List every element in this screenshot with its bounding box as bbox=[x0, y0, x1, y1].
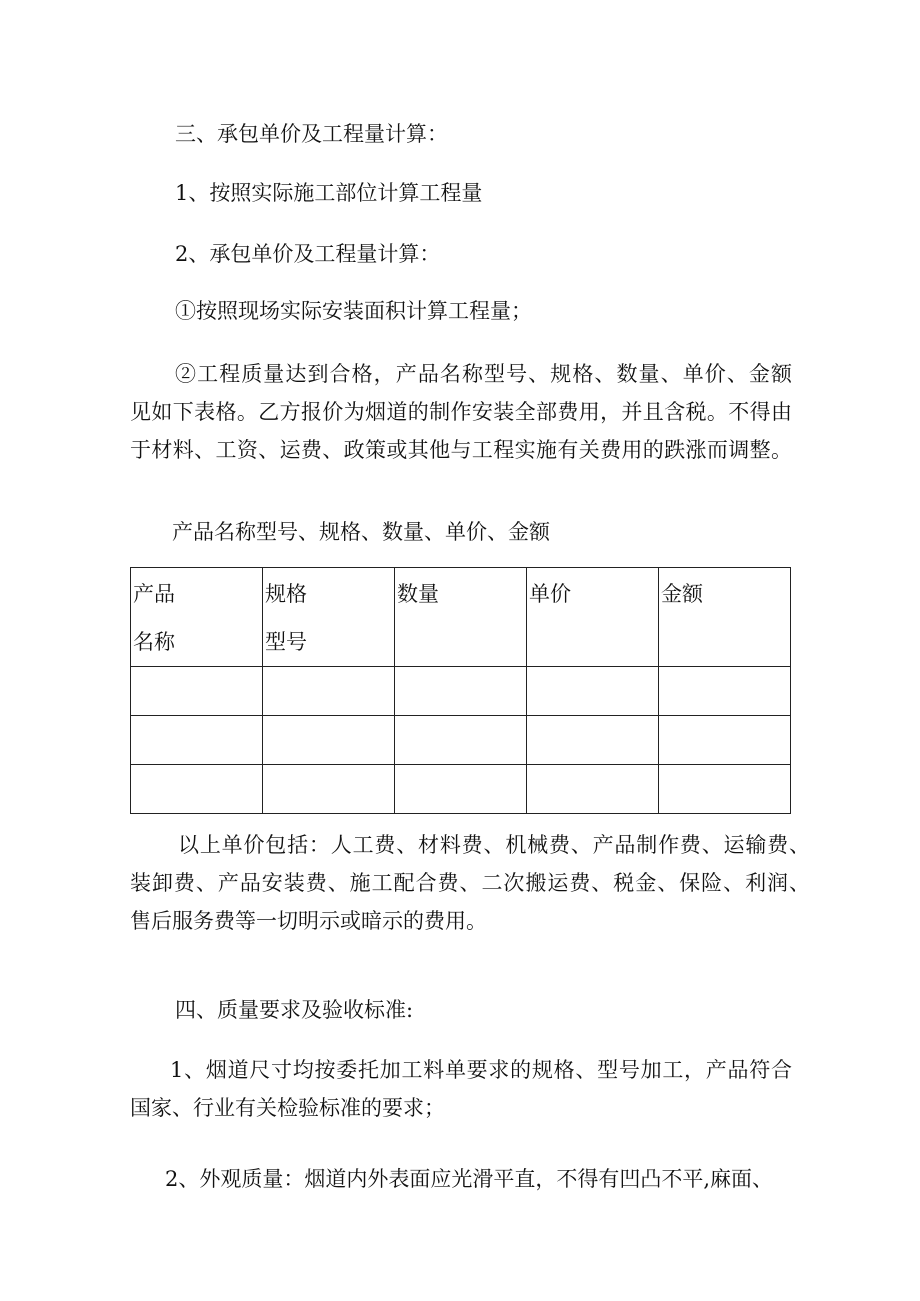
table-cell bbox=[395, 667, 527, 716]
paragraph-line: 见如下表格。乙方报价为烟道的制作安装全部费用，并且含税。不得由 bbox=[130, 400, 792, 424]
table-row bbox=[131, 765, 791, 814]
header-unit-price bbox=[527, 568, 659, 667]
section3-item-1: 1、按照实际施工部位计算工程量 bbox=[175, 181, 483, 205]
paragraph-line: 1、烟道尺寸均按委托加工料单要求的规格、型号加工，产品符合 bbox=[170, 1058, 792, 1082]
header-line: 金额 bbox=[661, 582, 703, 606]
section3-item-circle-2 bbox=[130, 355, 792, 469]
header-line: 产品 bbox=[133, 582, 175, 606]
table-cell bbox=[263, 765, 395, 814]
section4-heading: 四、质量要求及验收标准: bbox=[175, 998, 414, 1022]
section3-item-circle-1: ①按照现场实际安装面积计算工程量； bbox=[175, 299, 532, 323]
paragraph-line: 以上单价包括：人工费、材料费、机械费、产品制作费、运输费、 bbox=[178, 833, 810, 857]
paragraph-line: 装卸费、产品安装费、施工配合费、二次搬运费、税金、保险、利润、 bbox=[130, 871, 810, 895]
table-cell bbox=[131, 667, 263, 716]
table-row bbox=[131, 716, 791, 765]
paragraph-line: ②工程质量达到合格，产品名称型号、规格、数量、单价、金额 bbox=[175, 362, 792, 386]
section4-item-2: 2、外观质量：烟道内外表面应光滑平直，不得有凹凸不平,麻面、 bbox=[165, 1167, 774, 1191]
price-includes-paragraph bbox=[130, 826, 810, 940]
table-cell bbox=[131, 716, 263, 765]
table-cell bbox=[659, 765, 791, 814]
header-line: 规格 bbox=[265, 582, 307, 606]
table-cell bbox=[527, 765, 659, 814]
section4-item-1 bbox=[130, 1051, 792, 1127]
table-cell bbox=[659, 667, 791, 716]
table-cell bbox=[659, 716, 791, 765]
table-cell bbox=[527, 667, 659, 716]
product-spec-table bbox=[130, 567, 791, 814]
header-line: 名称 bbox=[133, 630, 175, 654]
header-line: 数量 bbox=[397, 582, 439, 606]
section3-heading: 三、承包单价及工程量计算： bbox=[175, 122, 448, 146]
table-caption: 产品名称型号、规格、数量、单价、金额 bbox=[172, 520, 550, 544]
table-cell bbox=[131, 765, 263, 814]
table-cell bbox=[395, 716, 527, 765]
paragraph-line: 国家、行业有关检验标准的要求； bbox=[130, 1096, 445, 1120]
paragraph-line: 售后服务费等一切明示或暗示的费用。 bbox=[130, 909, 487, 933]
table-row bbox=[131, 667, 791, 716]
header-amount bbox=[659, 568, 791, 667]
header-line: 型号 bbox=[265, 630, 307, 654]
header-quantity bbox=[395, 568, 527, 667]
header-spec-model bbox=[263, 568, 395, 667]
table-header-row bbox=[131, 568, 791, 667]
header-product-name bbox=[131, 568, 263, 667]
table-cell bbox=[263, 716, 395, 765]
section3-item-2: 2、承包单价及工程量计算： bbox=[175, 242, 441, 266]
header-line: 单价 bbox=[529, 582, 571, 606]
paragraph-line: 于材料、工资、运费、政策或其他与工程实施有关费用的跌涨而调整。 bbox=[130, 438, 792, 462]
table-cell bbox=[395, 765, 527, 814]
table-cell bbox=[263, 667, 395, 716]
table-cell bbox=[527, 716, 659, 765]
